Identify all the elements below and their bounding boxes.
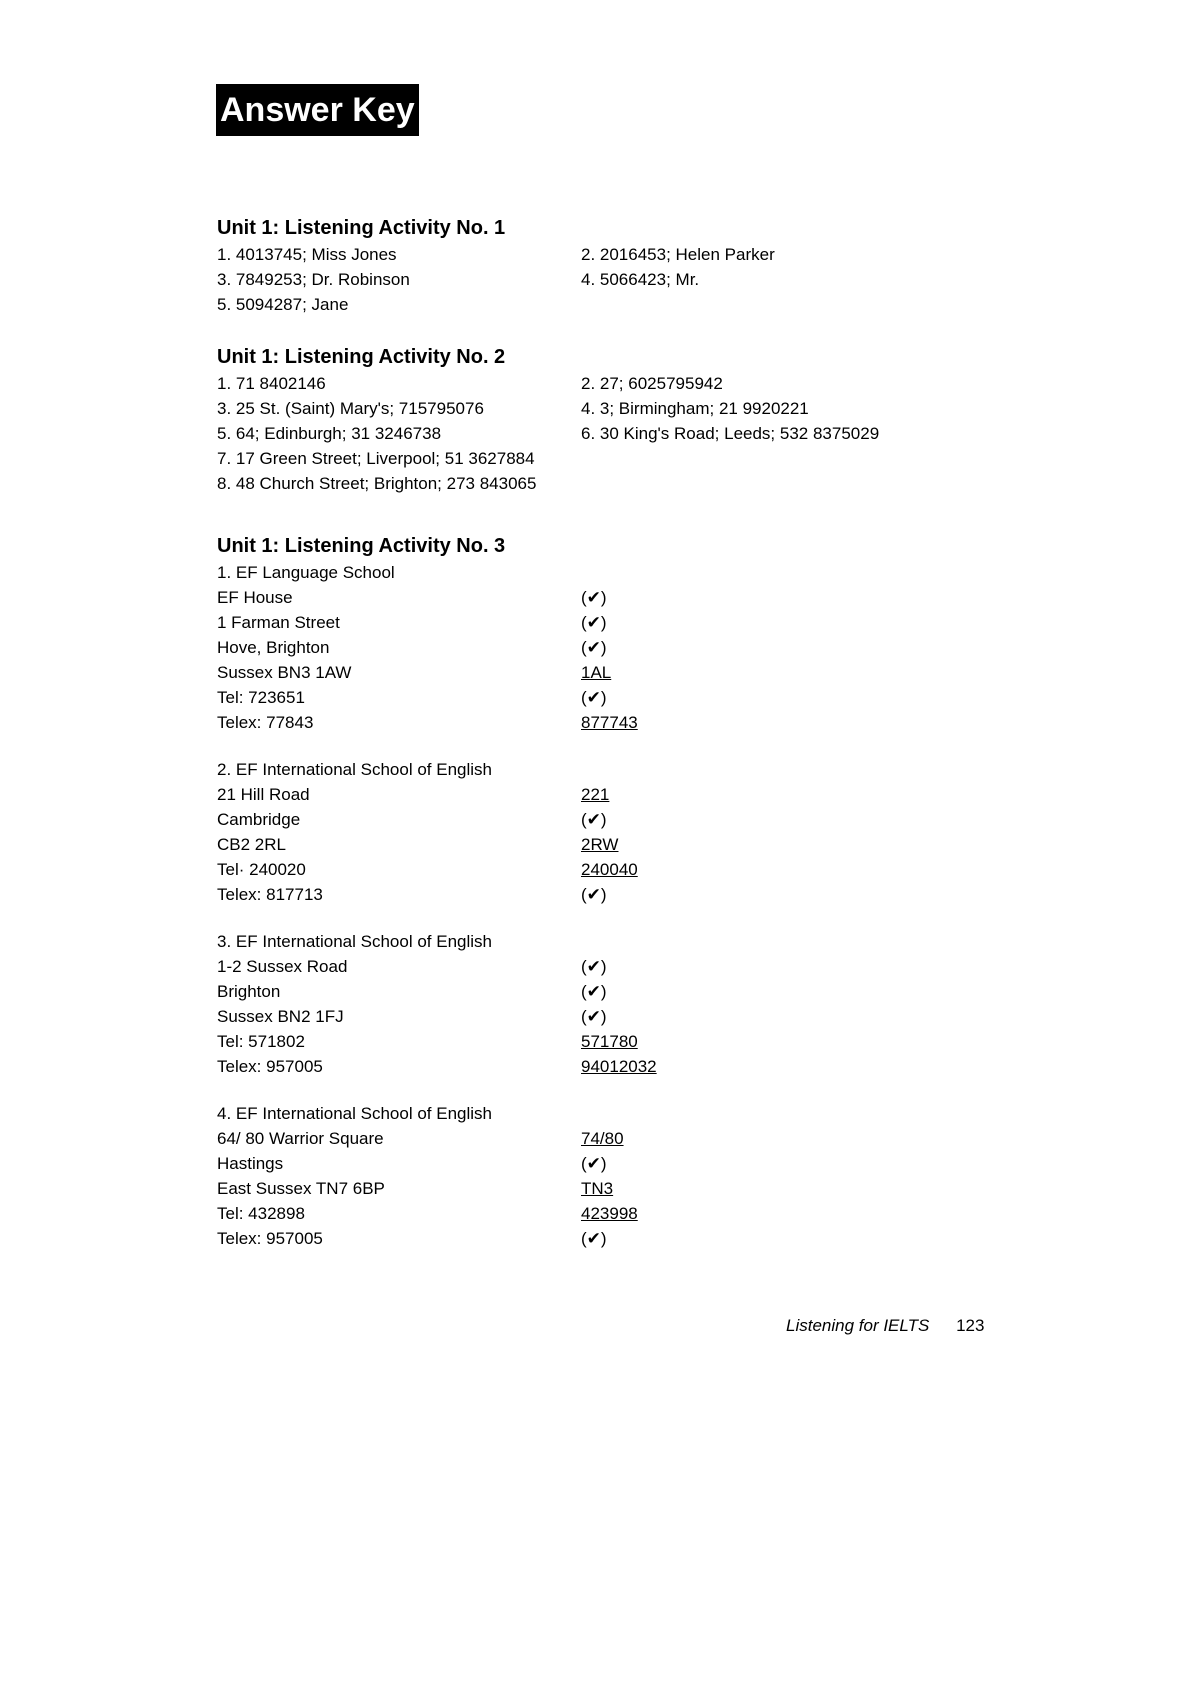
correction: 1AL	[581, 663, 612, 682]
given-detail: Telex: 957005	[217, 1229, 323, 1248]
activity-2-heading: Unit 1: Listening Activity No. 2	[217, 346, 506, 368]
given-detail: Hove, Brighton	[217, 638, 330, 657]
given-detail: 64/ 80 Warrior Square	[217, 1129, 384, 1148]
school-row	[217, 1226, 977, 1251]
school-row	[217, 782, 977, 807]
school-name: 3. EF International School of English	[217, 932, 492, 951]
school-row	[217, 807, 977, 832]
given-detail: Hastings	[217, 1154, 284, 1173]
activity-3-section	[217, 532, 977, 1251]
answer-item	[581, 471, 977, 496]
answer-row	[217, 242, 977, 267]
answer-row	[217, 267, 977, 292]
school-row	[217, 1151, 977, 1176]
school-row	[217, 1004, 977, 1029]
correction: 221	[581, 785, 610, 804]
school-block	[217, 560, 977, 735]
correction: (✔)	[581, 1007, 607, 1026]
school-row	[217, 832, 977, 857]
school-name: 4. EF International School of English	[217, 1104, 492, 1123]
school-row	[217, 585, 977, 610]
school-block	[217, 1101, 977, 1251]
school-row	[217, 1176, 977, 1201]
correction: 571780	[581, 1032, 638, 1051]
correction: (✔)	[581, 1154, 607, 1173]
page-footer	[786, 1316, 984, 1336]
correction: (✔)	[581, 588, 607, 607]
correction: (✔)	[581, 688, 607, 707]
answer-item: 5. 5094287; Jane	[217, 295, 349, 314]
book-title: Listening for IELTS	[786, 1316, 930, 1335]
school-row	[217, 882, 977, 907]
given-detail: 1-2 Sussex Road	[217, 957, 348, 976]
school-row	[217, 1029, 977, 1054]
correction: 94012032	[581, 1057, 657, 1076]
answer-item: 5. 64; Edinburgh; 31 3246738	[217, 424, 442, 443]
answer-item: 3. 7849253; Dr. Robinson	[217, 270, 410, 289]
school-row	[217, 710, 977, 735]
answer-item: 4. 3; Birmingham; 21 9920221	[581, 399, 809, 418]
school-row	[217, 857, 977, 882]
school-row	[217, 979, 977, 1004]
correction: 240040	[581, 860, 638, 879]
activity-1-heading: Unit 1: Listening Activity No. 1	[217, 217, 506, 239]
school-name: 2. EF International School of English	[217, 760, 492, 779]
given-detail: East Sussex TN7 6BP	[217, 1179, 385, 1198]
given-detail: 21 Hill Road	[217, 785, 310, 804]
answer-content	[217, 214, 977, 1251]
answer-row	[217, 471, 977, 496]
answer-item	[581, 292, 977, 317]
given-detail: CB2 2RL	[217, 835, 286, 854]
activity-2-section	[217, 343, 977, 496]
school-block	[217, 929, 977, 1079]
given-detail: Tel· 240020	[217, 860, 306, 879]
correction: (✔)	[581, 613, 607, 632]
school-row	[217, 635, 977, 660]
answer-row	[217, 396, 977, 421]
answer-item: 3. 25 St. (Saint) Mary's; 715795076	[217, 399, 484, 418]
given-detail: Telex: 957005	[217, 1057, 323, 1076]
correction: (✔)	[581, 810, 607, 829]
answer-item	[581, 446, 977, 471]
school-row	[217, 954, 977, 979]
correction: (✔)	[581, 982, 607, 1001]
page-number: 123	[956, 1316, 985, 1335]
school-block	[217, 757, 977, 907]
correction: (✔)	[581, 957, 607, 976]
answer-item: 1. 71 8402146	[217, 374, 326, 393]
activity-1-section	[217, 214, 977, 317]
correction: 877743	[581, 713, 638, 732]
school-row	[217, 1126, 977, 1151]
school-row	[217, 610, 977, 635]
school-row	[217, 660, 977, 685]
answer-item: 8. 48 Church Street; Brighton; 273 843065	[217, 474, 537, 493]
answer-row	[217, 446, 977, 471]
answer-row	[217, 371, 977, 396]
given-detail: Telex: 817713	[217, 885, 323, 904]
school-row	[217, 1054, 977, 1079]
given-detail: Tel: 571802	[217, 1032, 305, 1051]
given-detail: 1 Farman Street	[217, 613, 340, 632]
answer-item: 6. 30 King's Road; Leeds; 532 8375029	[581, 424, 880, 443]
given-detail: Telex: 77843	[217, 713, 314, 732]
answer-item: 1. 4013745; Miss Jones	[217, 245, 397, 264]
school-name: 1. EF Language School	[217, 563, 395, 582]
answer-row	[217, 292, 977, 317]
correction: TN3	[581, 1179, 614, 1198]
answer-item: 2. 27; 6025795942	[581, 374, 723, 393]
school-row	[217, 1201, 977, 1226]
page-title: Answer Key	[216, 84, 419, 136]
given-detail: Tel: 432898	[217, 1204, 305, 1223]
school-row	[217, 685, 977, 710]
given-detail: Cambridge	[217, 810, 301, 829]
answer-item: 2. 2016453; Helen Parker	[581, 245, 775, 264]
given-detail: Brighton	[217, 982, 281, 1001]
correction: 423998	[581, 1204, 638, 1223]
correction: (✔)	[581, 638, 607, 657]
activity-3-heading: Unit 1: Listening Activity No. 3	[217, 535, 506, 557]
answer-item: 7. 17 Green Street; Liverpool; 51 3627884	[217, 449, 535, 468]
given-detail: Tel: 723651	[217, 688, 305, 707]
correction: 2RW	[581, 835, 619, 854]
given-detail: Sussex BN3 1AW	[217, 663, 352, 682]
answer-item: 4. 5066423; Mr.	[581, 270, 700, 289]
correction: (✔)	[581, 1229, 607, 1248]
correction: 74/80	[581, 1129, 624, 1148]
given-detail: EF House	[217, 588, 293, 607]
given-detail: Sussex BN2 1FJ	[217, 1007, 344, 1026]
correction: (✔)	[581, 885, 607, 904]
answer-row	[217, 421, 977, 446]
